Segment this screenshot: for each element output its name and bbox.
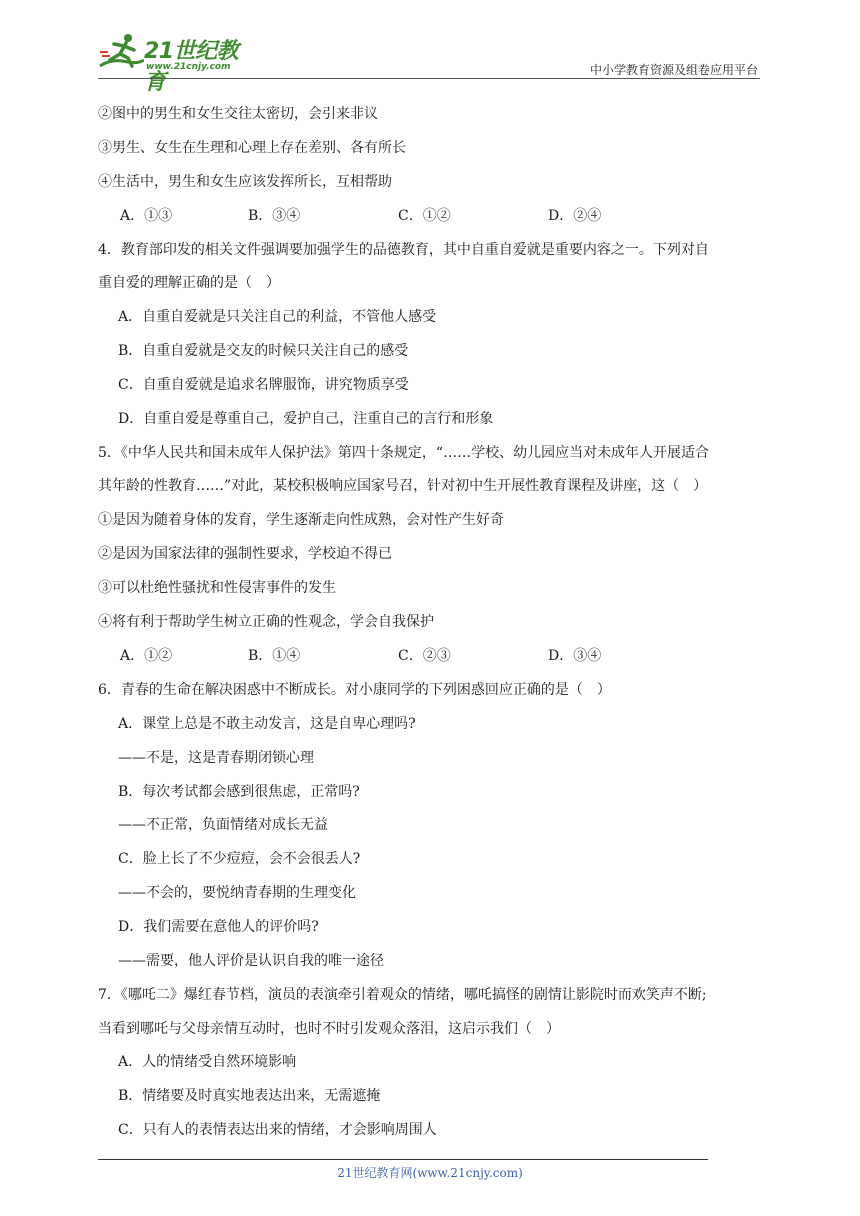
q5-stem-line-2: 其年龄的性教育……”对此，某校积极响应国家号召，针对初中生开展性教育课程及讲座，这（ ）: [98, 478, 708, 494]
q4-stem-line-1: 4．教育部印发的相关文件强调要加强学生的品德教育，其中自重自爱就是重要内容之一。下列对自: [98, 242, 709, 258]
logo: [98, 28, 258, 95]
q6-option-c-answer: ——不会的，要悦纳青春期的生理变化: [118, 885, 356, 901]
q6-option-b-answer: ——不正常，负面情绪对成长无益: [118, 817, 328, 833]
q5-statement-2: ②是因为国家法律的强制性要求，学校迫不得已: [98, 546, 392, 562]
q4-stem-line-2: 重自爱的理解正确的是（ ）: [98, 275, 280, 291]
q4-option-a: A．自重自爱就是只关注自己的利益，不管他人感受: [118, 309, 437, 325]
q5-statement-1: ①是因为随着身体的发育，学生逐渐走向性成熟，会对性产生好奇: [98, 512, 504, 528]
q6-option-c: C．脸上长了不少痘痘，会不会很丢人?: [118, 851, 361, 867]
q6-option-a-answer: ——不是，这是青春期闭锁心理: [118, 750, 314, 766]
q6-option-b: B．每次考试都会感到很焦虑，正常吗?: [118, 784, 360, 800]
q3-option-d: D．②④: [548, 208, 602, 224]
logo-text: 21世纪教育: [144, 39, 239, 95]
q6-option-a: A．课堂上总是不敢主动发言，这是自卑心理吗?: [118, 716, 416, 732]
platform-title: 中小学教育资源及组卷应用平台: [589, 63, 758, 77]
q7-stem-line-2: 当看到哪吒与父母亲情互动时，也时不时引发观众落泪，这启示我们（ ）: [98, 1021, 560, 1037]
q7-option-c: C．只有人的表情表达出来的情绪，才会影响周围人: [118, 1122, 437, 1138]
q6-option-d: D．我们需要在意他人的评价吗?: [118, 919, 319, 935]
q7-option-a: A．人的情绪受自然环境影响: [118, 1054, 297, 1070]
q5-statement-3: ③可以杜绝性骚扰和性侵害事件的发生: [98, 580, 336, 596]
footer-link[interactable]: 21世纪教育网(www.21cnjy.com): [337, 1166, 523, 1180]
q6-stem: 6．青春的生命在解决困惑中不断成长。对小康同学的下列困惑回应正确的是（ ）: [98, 682, 611, 698]
q3-statement-2: ②图中的男生和女生交往太密切，会引来非议: [98, 106, 378, 122]
q5-option-b: B．①④: [248, 648, 301, 664]
q4-option-c: C．自重自爱就是追求名牌服饰，讲究物质享受: [118, 377, 409, 393]
q5-statement-4: ④将有利于帮助学生树立正确的性观念，学会自我保护: [98, 614, 434, 630]
page-header: [98, 28, 760, 95]
q5-stem-line-1: 5．《中华人民共和国未成年人保护法》第四十条规定，“……学校、幼儿园应当对未成年人开展适合: [98, 445, 710, 461]
q6-option-d-answer: ——需要，他人评价是认识自我的唯一途径: [118, 953, 384, 969]
q3-option-b: B．③④: [248, 208, 301, 224]
logo-url: www.21cnjy.com: [146, 62, 231, 72]
q7-stem-line-1: 7．《哪吒二》爆红春节档，演员的表演牵引着观众的情绪，哪吒搞怪的剧情让影院时而欢笑声不断;: [98, 987, 707, 1003]
q3-statement-3: ③男生、女生在生理和心理上存在差别、各有所长: [98, 140, 406, 156]
q5-option-a: A．①②: [120, 648, 173, 664]
header-divider: [98, 78, 760, 79]
q3-statement-4: ④生活中，男生和女生应该发挥所长，互相帮助: [98, 174, 392, 190]
footer-divider: [98, 1159, 708, 1160]
q3-option-a: A．①③: [120, 208, 173, 224]
q3-option-c: C．①②: [398, 208, 451, 224]
q4-option-d: D．自重自爱是尊重自己，爱护自己，注重自己的言行和形象: [118, 411, 494, 427]
q4-option-b: B．自重自爱就是交友的时候只关注自己的感受: [118, 343, 409, 359]
q7-option-b: B．情绪要及时真实地表达出来，无需遮掩: [118, 1088, 381, 1104]
running-figure-icon: [98, 32, 144, 72]
q5-option-c: C．②③: [398, 648, 451, 664]
q5-option-d: D．③④: [548, 648, 602, 664]
